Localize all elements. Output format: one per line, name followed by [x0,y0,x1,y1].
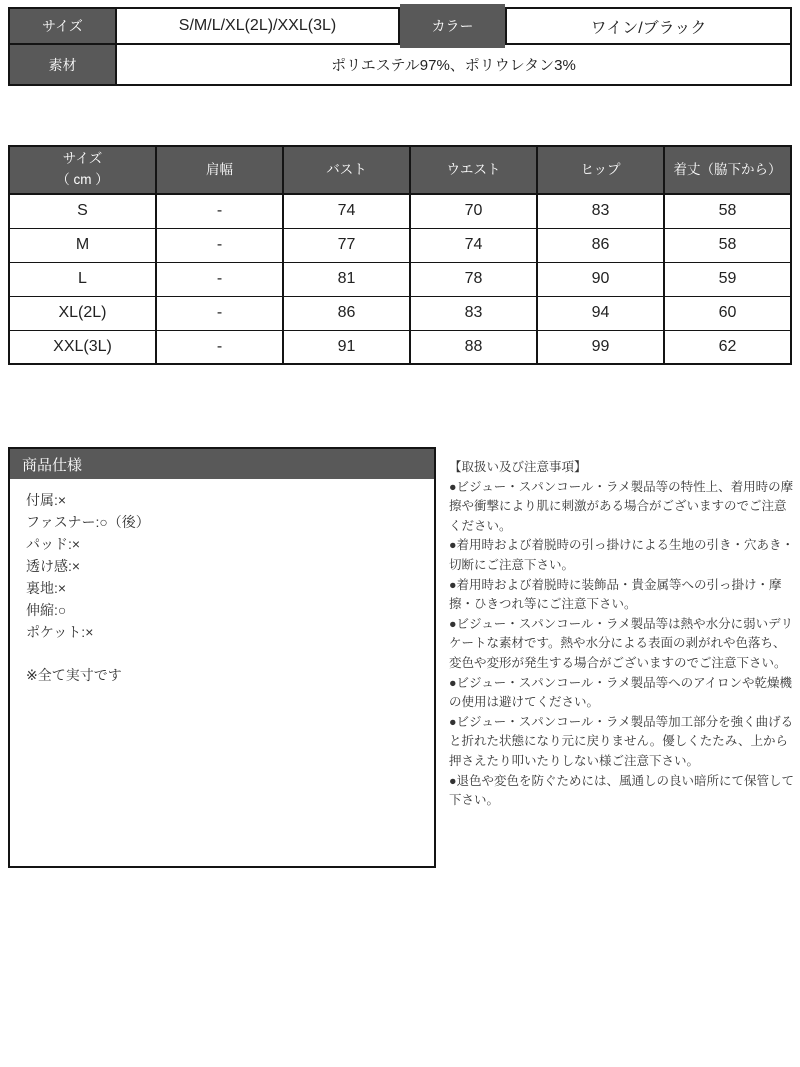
size-chart-table [8,145,792,365]
col-header-size-line1: サイズ [62,151,103,167]
care-note-iron-dryer: ●ビジュー・スパンコール・ラメ製品等へのアイロンや乾燥機の使用は避けてください。 [449,675,793,710]
shoulder-cell: - [156,330,283,364]
color-value-cell: ワイン/ブラック [505,9,790,43]
hip-cell: 99 [537,330,664,364]
size-row-l [9,262,791,296]
care-note-bending: ●ビジュー・スパンコール・ラメ製品等加工部分を強く曲げると折れた状態になり元に戻りません。優しくたたみ、上から押さえたり叩いたりしない様ご注意下さい。 [449,714,794,768]
spec-item-lining: 裏地:× [26,580,67,596]
bust-cell: 74 [283,194,410,228]
spec-item-fastener: ファスナー:○（後） [26,514,150,530]
bust-cell: 86 [283,296,410,330]
material-value-cell: ポリエステル97%、ポリウレタン3% [331,57,576,74]
spec-item-stretch: 伸縮:○ [26,602,67,618]
size-cell: XL(2L) [9,296,156,330]
shoulder-cell: - [156,228,283,262]
color-label-cell: カラー [400,4,505,48]
bust-cell: 91 [283,330,410,364]
waist-cell: 83 [410,296,537,330]
shoulder-cell: - [156,296,283,330]
bust-cell: 81 [283,262,410,296]
size-row-xl [9,296,791,330]
hip-cell: 94 [537,296,664,330]
waist-cell: 78 [410,262,537,296]
care-note-heat-moisture: ●ビジュー・スパンコール・ラメ製品等は熱や水分に弱いデリケートな素材です。熱や水分による表面の剥がれや色落ち、変色や変形が発生する場合がございますのでご注意下さい。 [449,616,794,670]
hip-cell: 83 [537,194,664,228]
hip-cell: 86 [537,228,664,262]
care-note-snagging: ●着用時および着脱時の引っ掛けによる生地の引き・穴あき・切断にご注意下さい。 [449,538,795,572]
care-notes-heading: 【取扱い及び注意事項】 [449,460,587,474]
product-info-row-size-color [10,9,790,45]
length-cell: 58 [664,228,791,262]
waist-cell: 74 [410,228,537,262]
size-row-m [9,228,791,262]
length-cell: 60 [664,296,791,330]
product-spec-title: 商品仕様 [10,449,434,479]
col-header-size [9,146,156,194]
length-cell: 62 [664,330,791,364]
size-cell: L [9,262,156,296]
col-header-size-line2: （ cm ） [56,172,109,187]
hip-cell: 90 [537,262,664,296]
size-chart-header-row [9,146,791,194]
size-row-s [9,194,791,228]
shoulder-cell: - [156,262,283,296]
spec-item-accessory: 付属:× [26,492,67,508]
waist-cell: 88 [410,330,537,364]
size-row-xxl [9,330,791,364]
size-label-cell: サイズ [10,9,117,43]
size-cell: S [9,194,156,228]
col-header-waist: ウエスト [410,146,537,194]
spec-item-sheerness: 透け感:× [26,558,81,574]
length-cell: 59 [664,262,791,296]
material-label-cell: 素材 [10,45,117,84]
product-spec-box [8,447,436,868]
col-header-shoulder: 肩幅 [156,146,283,194]
care-notes-block [449,458,797,811]
col-header-length: 着丈（脇下から） [664,146,791,194]
size-cell: XXL(3L) [9,330,156,364]
spec-note-actual-measurement: ※全て実寸です [26,667,122,683]
length-cell: 58 [664,194,791,228]
product-spec-list [10,479,434,696]
spec-item-pocket: ポケット:× [26,624,94,640]
care-note-jewelry: ●着用時および着脱時に装飾品・貴金属等への引っ掛け・摩擦・ひきつれ等にご注意下さい。 [449,577,782,612]
col-header-hip: ヒップ [537,146,664,194]
care-note-friction: ●ビジュー・スパンコール・ラメ製品等の特性上、着用時の摩擦や衝撃により肌に刺激がある場合がございますのでご注意ください。 [449,479,794,533]
product-info-row-material [10,45,790,84]
shoulder-cell: - [156,194,283,228]
bust-cell: 77 [283,228,410,262]
size-value-cell: S/M/L/XL(2L)/XXL(3L) [117,9,400,43]
size-cell: M [9,228,156,262]
col-header-bust: バスト [283,146,410,194]
spec-item-pad: パッド:× [26,536,81,552]
waist-cell: 70 [410,194,537,228]
product-info-table [8,7,792,86]
care-note-storage: ●退色や変色を防ぐためには、風通しの良い暗所にて保管して下さい。 [449,773,795,808]
